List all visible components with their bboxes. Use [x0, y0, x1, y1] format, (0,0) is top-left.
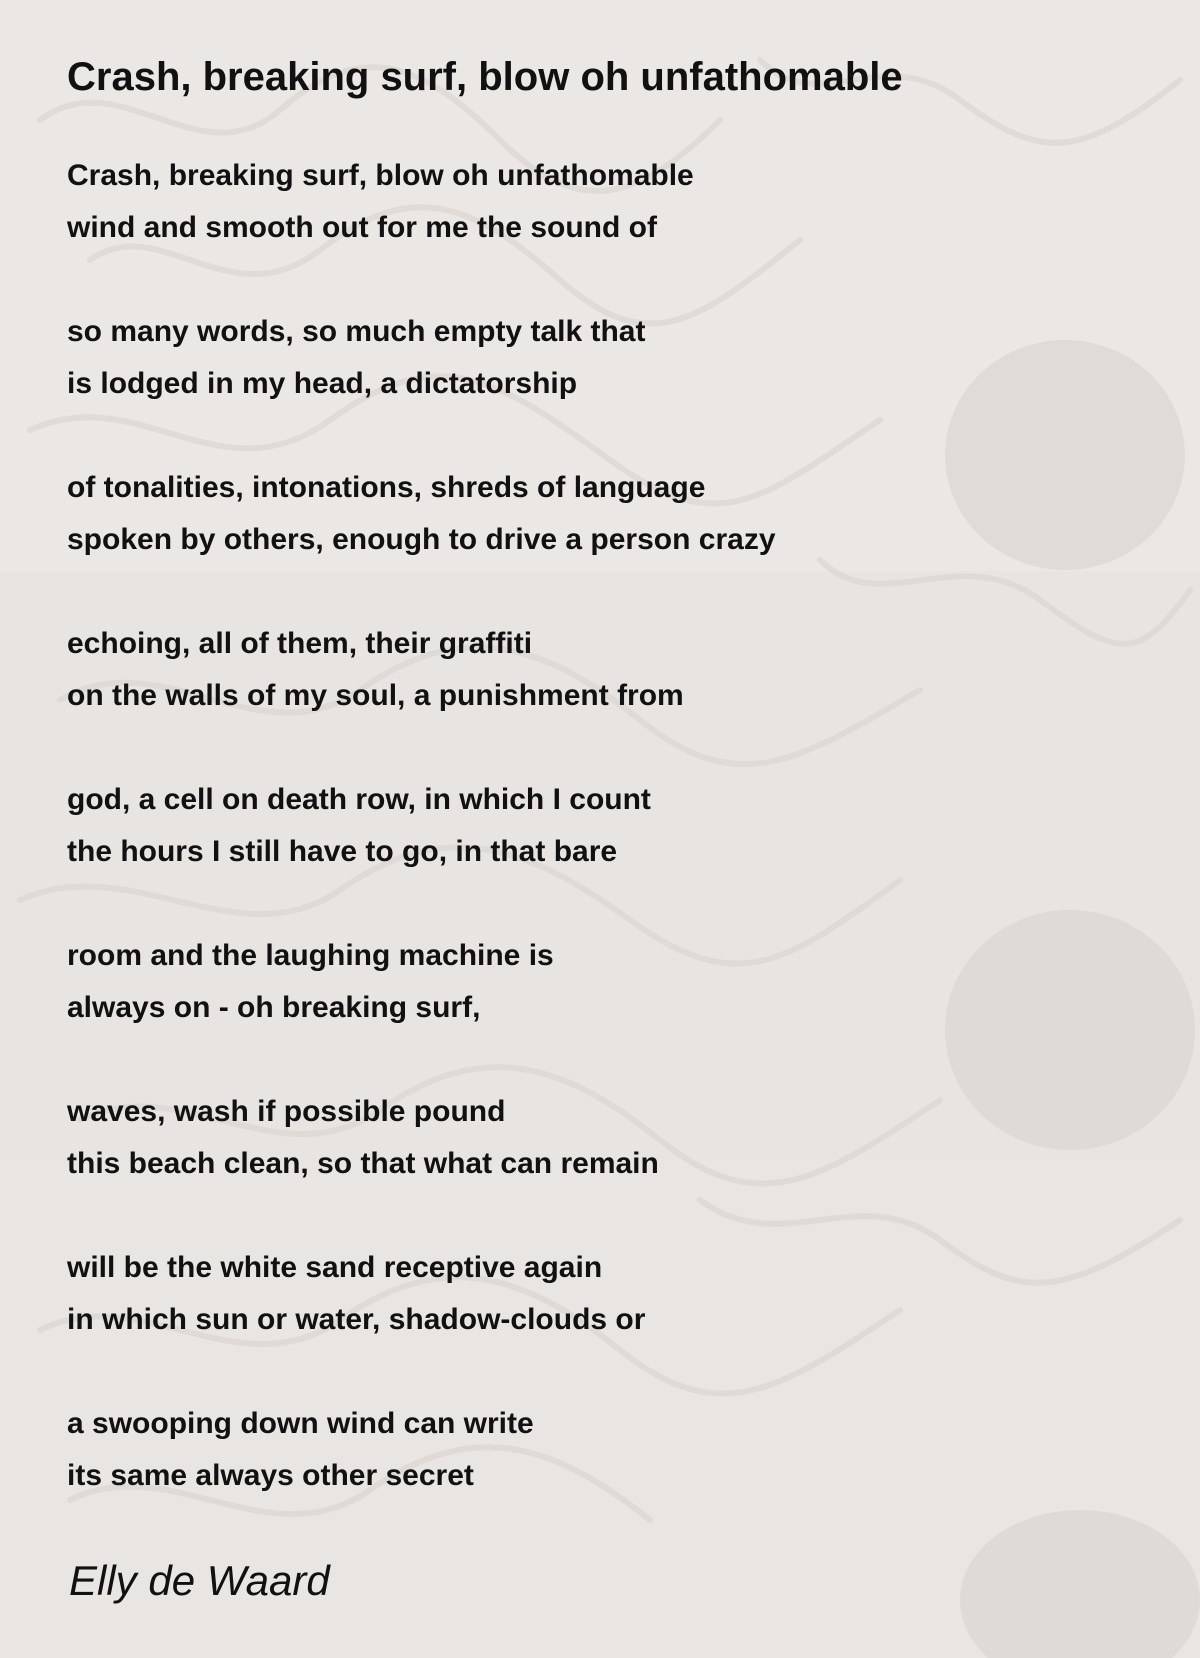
poem-line: echoing, all of them, their graffiti [67, 627, 533, 660]
poem-line: always on - oh breaking surf, [67, 991, 481, 1024]
poem-line: in which sun or water, shadow-clouds or [67, 1303, 646, 1336]
stanza [67, 618, 776, 722]
poem-line: Crash, breaking surf, blow oh unfathomable [67, 159, 694, 192]
poem-line: spoken by others, enough to drive a person crazy [67, 523, 776, 556]
stanza [67, 462, 776, 566]
poem-line: room and the laughing machine is [67, 939, 554, 972]
poem-line: god, a cell on death row, in which I count [67, 783, 651, 816]
poem-line: the hours I still have to go, in that bare [67, 835, 618, 868]
poem-author: Elly de Waard [69, 1557, 330, 1604]
poem-line: waves, wash if possible pound [67, 1095, 506, 1128]
poem-line: so many words, so much empty talk that [67, 315, 646, 348]
poem-line: is lodged in my head, a dictatorship [67, 367, 578, 400]
poem-title: Crash, breaking surf, blow oh unfathomable [67, 55, 903, 99]
poem-line: of tonalities, intonations, shreds of language [67, 471, 706, 504]
stanza [67, 1398, 776, 1502]
poem-line: a swooping down wind can write [67, 1407, 534, 1440]
stanza [67, 1086, 776, 1190]
poem-line: its same always other secret [67, 1459, 474, 1492]
poem-line: wind and smooth out for me the sound of [67, 211, 657, 244]
stanza [67, 150, 776, 254]
stanza [67, 774, 776, 878]
poem-body [67, 150, 776, 1554]
poem-line: will be the white sand receptive again [67, 1251, 603, 1284]
stanza [67, 930, 776, 1034]
stanza [67, 1242, 776, 1346]
poem-line: this beach clean, so that what can remain [67, 1147, 659, 1180]
poem-line: on the walls of my soul, a punishment from [67, 679, 684, 712]
stanza [67, 306, 776, 410]
